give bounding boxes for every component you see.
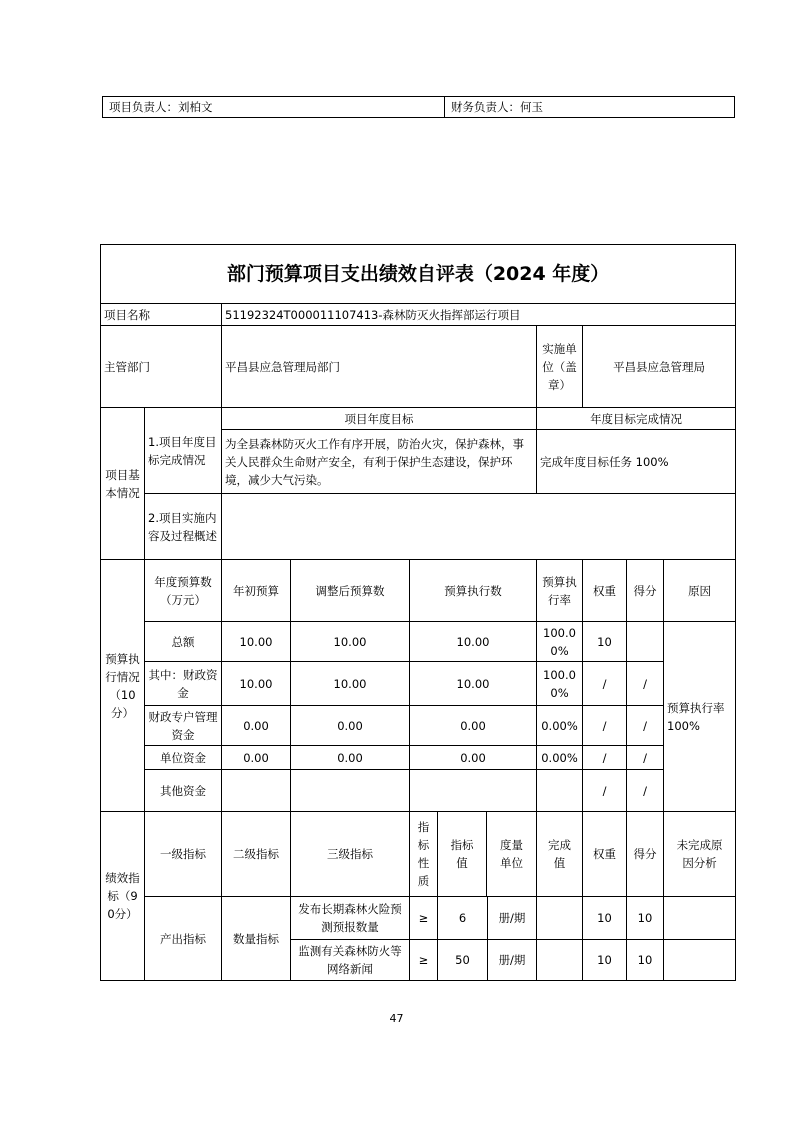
budget-row-label: 其中：财政资金 [145,662,222,706]
budget-row-rate: 0.00% [537,706,583,746]
budget-row-executed: 0.00 [410,746,537,770]
perf-header-score: 得分 [627,812,664,897]
budget-row-label: 其他资金 [145,770,222,812]
budget-row-initial: 10.00 [222,622,291,662]
self-evaluation-table [100,244,736,981]
finance-leader: 财务负责人：何玉 [445,97,735,118]
perf-header-unit: 度量单位 [500,838,523,870]
budget-row-label: 总额 [145,622,222,662]
goal-header: 项目年度目标 [222,408,537,430]
budget-row-rate: 0.00% [537,746,583,770]
budget-row-adjusted: 0.00 [291,746,410,770]
perf-row-reason [664,897,736,940]
perf-row-level3: 监测有关森林防火等网络新闻 [291,940,410,981]
perf-row-score: 10 [627,897,664,940]
project-name-label: 项目名称 [101,304,222,326]
budget-row-executed: 10.00 [410,662,537,706]
budget-row-adjusted: 0.00 [291,706,410,746]
budget-header-initial: 年初预算 [222,560,291,622]
signature-table [102,96,735,118]
budget-row-initial [222,770,291,812]
budget-row-initial: 0.00 [222,706,291,746]
perf-level2: 数量指标 [222,897,291,981]
perf-header-weight: 权重 [583,812,627,897]
budget-header-reason: 原因 [664,560,736,622]
budget-row-executed: 10.00 [410,622,537,662]
budget-row-rate: 100.00% [537,622,583,662]
perf-row-unit: 册/期 [498,911,526,925]
budget-row-score: / [627,746,664,770]
budget-header-annual: 年度预算数（万元） [145,560,222,622]
basic-section-label: 项目基本情况 [101,408,145,560]
impl-unit-label: 实施单位（盖章） [537,326,583,408]
perf-row-unit: 册/期 [498,953,526,967]
perf-header-done: 完成值 [537,812,583,897]
budget-row-executed: 0.00 [410,706,537,746]
goal-text: 为全县森林防灭火工作有序开展，防治火灾，保护森林，事关人民群众生命财产安全，有利于保护生态建设，保护环境，减少大气污染。 [222,430,537,494]
budget-row-weight: / [583,770,627,812]
impl-unit-value: 平昌县应急管理局 [583,326,736,408]
budget-row-score: / [627,770,664,812]
perf-row-nature: ≥ [410,940,438,981]
process-text [222,494,736,560]
budget-row-weight: / [583,662,627,706]
budget-row-score [627,622,664,662]
budget-row-executed [410,770,537,812]
project-leader: 项目负责人：刘柏文 [103,97,445,118]
budget-row-weight: 10 [583,622,627,662]
budget-row-rate: 100.00% [537,662,583,706]
budget-header-adjusted: 调整后预算数 [291,560,410,622]
budget-header-rate: 预算执行率 [537,560,583,622]
budget-row-initial: 0.00 [222,746,291,770]
budget-row-label: 单位资金 [145,746,222,770]
perf-header-nature: 指标性质 [410,812,438,897]
perf-header-level2: 二级指标 [222,812,291,897]
perf-row-score: 10 [627,940,664,981]
budget-row-adjusted: 10.00 [291,622,410,662]
process-label: 2.项目实施内容及过程概述 [145,494,222,560]
budget-row-rate [537,770,583,812]
budget-row-adjusted [291,770,410,812]
page-number: 47 [389,1012,404,1025]
budget-row-weight: / [583,706,627,746]
budget-section-label: 预算执行情况（10分） [101,560,145,812]
perf-row-done [537,897,583,940]
budget-row-initial: 10.00 [222,662,291,706]
goal-label: 1.项目年度目标完成情况 [145,408,222,494]
budget-row-score: / [627,662,664,706]
perf-row-done [537,940,583,981]
perf-row-value: 6 [438,897,488,939]
perf-row-level3: 发布长期森林火险预测预报数量 [291,897,410,940]
perf-header-level1: 一级指标 [145,812,222,897]
perf-header-level3: 三级指标 [291,812,410,897]
dept-label: 主管部门 [101,326,222,408]
completion-text: 完成年度目标任务 100% [537,430,736,494]
budget-reason-text: 预算执行率 100% [664,622,736,812]
budget-header-score: 得分 [627,560,664,622]
completion-header: 年度目标完成情况 [537,408,736,430]
budget-header-executed: 预算执行数 [410,560,537,622]
dept-value: 平昌县应急管理局部门 [222,326,537,408]
budget-row-score: / [627,706,664,746]
perf-row-weight: 10 [583,940,627,981]
perf-header-value: 指标值 [438,812,487,896]
budget-row-label: 财政专户管理资金 [145,706,222,746]
perf-row-weight: 10 [583,897,627,940]
budget-row-weight: / [583,746,627,770]
perf-row-nature: ≥ [410,897,438,940]
budget-row-adjusted: 10.00 [291,662,410,706]
perf-row-reason [664,940,736,981]
perf-section-label: 绩效指标（90分） [101,812,145,981]
project-name: 51192324T000011107413-森林防灭火指挥部运行项目 [222,304,736,326]
budget-header-weight: 权重 [583,560,627,622]
perf-level1: 产出指标 [145,897,222,981]
page-title: 部门预算项目支出绩效自评表（2024 年度） [101,245,736,304]
perf-header-reason: 未完成原因分析 [664,812,736,897]
perf-row-value: 50 [438,940,488,980]
